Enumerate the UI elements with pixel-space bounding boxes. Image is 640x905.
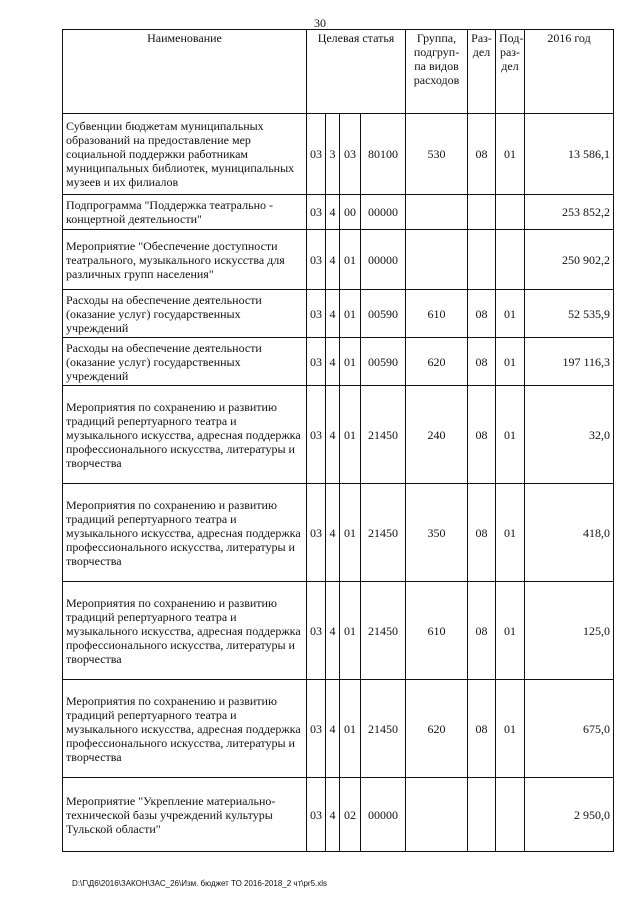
subsection-code: 01 (496, 680, 525, 778)
target-code-1: 03 (307, 290, 326, 338)
target-code-1: 03 (307, 230, 326, 290)
header-year: 2016 год (525, 30, 614, 114)
subsection-code: 01 (496, 484, 525, 582)
target-code-3: 01 (340, 386, 361, 484)
expense-group: 620 (406, 338, 468, 386)
table-row (63, 338, 614, 386)
subsection-code: 01 (496, 290, 525, 338)
expense-group: 240 (406, 386, 468, 484)
target-code-2: 4 (326, 778, 340, 852)
expense-group: 350 (406, 484, 468, 582)
table-row (63, 230, 614, 290)
header-section: Раз-дел (468, 30, 496, 114)
section-code (468, 230, 496, 290)
table-row (63, 386, 614, 484)
amount-2016: 418,0 (525, 484, 614, 582)
target-code-2: 3 (326, 114, 340, 195)
target-code-2: 4 (326, 338, 340, 386)
target-code-2: 4 (326, 230, 340, 290)
section-code: 08 (468, 338, 496, 386)
row-name: Подпрограмма "Поддержка театрально - концертной деятельности" (63, 195, 307, 230)
subsection-code: 01 (496, 582, 525, 680)
target-code-1: 03 (307, 680, 326, 778)
section-code: 08 (468, 114, 496, 195)
expense-group (406, 195, 468, 230)
target-code-4: 00000 (361, 195, 406, 230)
amount-2016: 250 902,2 (525, 230, 614, 290)
subsection-code: 01 (496, 114, 525, 195)
target-code-4: 21450 (361, 582, 406, 680)
amount-2016: 32,0 (525, 386, 614, 484)
target-code-1: 03 (307, 778, 326, 852)
amount-2016: 675,0 (525, 680, 614, 778)
target-code-3: 01 (340, 582, 361, 680)
target-code-1: 03 (307, 484, 326, 582)
expense-group: 530 (406, 114, 468, 195)
target-code-1: 03 (307, 582, 326, 680)
section-code: 08 (468, 484, 496, 582)
subsection-code (496, 230, 525, 290)
target-code-4: 21450 (361, 484, 406, 582)
target-code-4: 80100 (361, 114, 406, 195)
expense-group (406, 778, 468, 852)
subsection-code (496, 778, 525, 852)
subsection-code: 01 (496, 338, 525, 386)
table-row (63, 582, 614, 680)
target-code-3: 01 (340, 484, 361, 582)
header-subsection: Под-раз-дел (496, 30, 525, 114)
target-code-3: 02 (340, 778, 361, 852)
target-code-4: 00000 (361, 230, 406, 290)
target-code-1: 03 (307, 386, 326, 484)
target-code-1: 03 (307, 114, 326, 195)
target-code-2: 4 (326, 484, 340, 582)
amount-2016: 52 535,9 (525, 290, 614, 338)
target-code-2: 4 (326, 386, 340, 484)
page-number: 30 (314, 16, 326, 30)
section-code: 08 (468, 290, 496, 338)
file-path-footer: D:\Г\Д6\2016\ЗАКОН\ЗАС_26\Изм. бюджет ТО 2016-2018_2 чт\pr5.xls (72, 879, 328, 888)
amount-2016: 125,0 (525, 582, 614, 680)
target-code-4: 21450 (361, 386, 406, 484)
table-row (63, 290, 614, 338)
target-code-2: 4 (326, 290, 340, 338)
expense-group (406, 230, 468, 290)
header-name: Наименование (63, 30, 307, 114)
section-code: 08 (468, 582, 496, 680)
row-name: Мероприятия по сохранению и развитию традиций репертуарного театра и музыкального искусства, адресная поддержка профессионального искусства, литературы и творчества (63, 582, 307, 680)
target-code-3: 00 (340, 195, 361, 230)
table-row (63, 195, 614, 230)
target-code-2: 4 (326, 195, 340, 230)
budget-table (62, 29, 614, 852)
header-group: Группа, подгруп-па видов расходов (406, 30, 468, 114)
row-name: Расходы на обеспечение деятельности (оказание услуг) государственных учреждений (63, 338, 307, 386)
row-name: Мероприятия по сохранению и развитию традиций репертуарного театра и музыкального искусства, адресная поддержка профессионального искусства, литературы и творчества (63, 386, 307, 484)
row-name: Субвенции бюджетам муниципальных образований на предоставление мер социальной поддержки работникам муниципальных библиотек, муниципальных музеев и их филиалов (63, 114, 307, 195)
table-row (63, 680, 614, 778)
row-name: Мероприятие "Укрепление материально-технической базы учреждений культуры Тульской области" (63, 778, 307, 852)
target-code-3: 01 (340, 230, 361, 290)
amount-2016: 13 586,1 (525, 114, 614, 195)
expense-group: 620 (406, 680, 468, 778)
target-code-3: 01 (340, 290, 361, 338)
amount-2016: 2 950,0 (525, 778, 614, 852)
section-code (468, 778, 496, 852)
target-code-1: 03 (307, 195, 326, 230)
target-code-4: 00590 (361, 338, 406, 386)
target-code-2: 4 (326, 680, 340, 778)
target-code-2: 4 (326, 582, 340, 680)
row-name: Расходы на обеспечение деятельности (оказание услуг) государственных учреждений (63, 290, 307, 338)
expense-group: 610 (406, 290, 468, 338)
target-code-3: 01 (340, 338, 361, 386)
section-code (468, 195, 496, 230)
row-name: Мероприятия по сохранению и развитию традиций репертуарного театра и музыкального искусства, адресная поддержка профессионального искусства, литературы и творчества (63, 484, 307, 582)
target-code-3: 01 (340, 680, 361, 778)
table-row (63, 114, 614, 195)
amount-2016: 253 852,2 (525, 195, 614, 230)
target-code-4: 00590 (361, 290, 406, 338)
row-name: Мероприятия по сохранению и развитию традиций репертуарного театра и музыкального искусства, адресная поддержка профессионального искусства, литературы и творчества (63, 680, 307, 778)
section-code: 08 (468, 386, 496, 484)
table-row (63, 778, 614, 852)
target-code-3: 03 (340, 114, 361, 195)
amount-2016: 197 116,3 (525, 338, 614, 386)
subsection-code: 01 (496, 386, 525, 484)
subsection-code (496, 195, 525, 230)
target-code-4: 21450 (361, 680, 406, 778)
table-header-row (63, 30, 614, 114)
target-code-1: 03 (307, 338, 326, 386)
row-name: Мероприятие "Обеспечение доступности театрального, музыкального искусства для различных групп населения" (63, 230, 307, 290)
target-code-4: 00000 (361, 778, 406, 852)
section-code: 08 (468, 680, 496, 778)
expense-group: 610 (406, 582, 468, 680)
table-row (63, 484, 614, 582)
header-target-article: Целевая статья (307, 30, 406, 114)
